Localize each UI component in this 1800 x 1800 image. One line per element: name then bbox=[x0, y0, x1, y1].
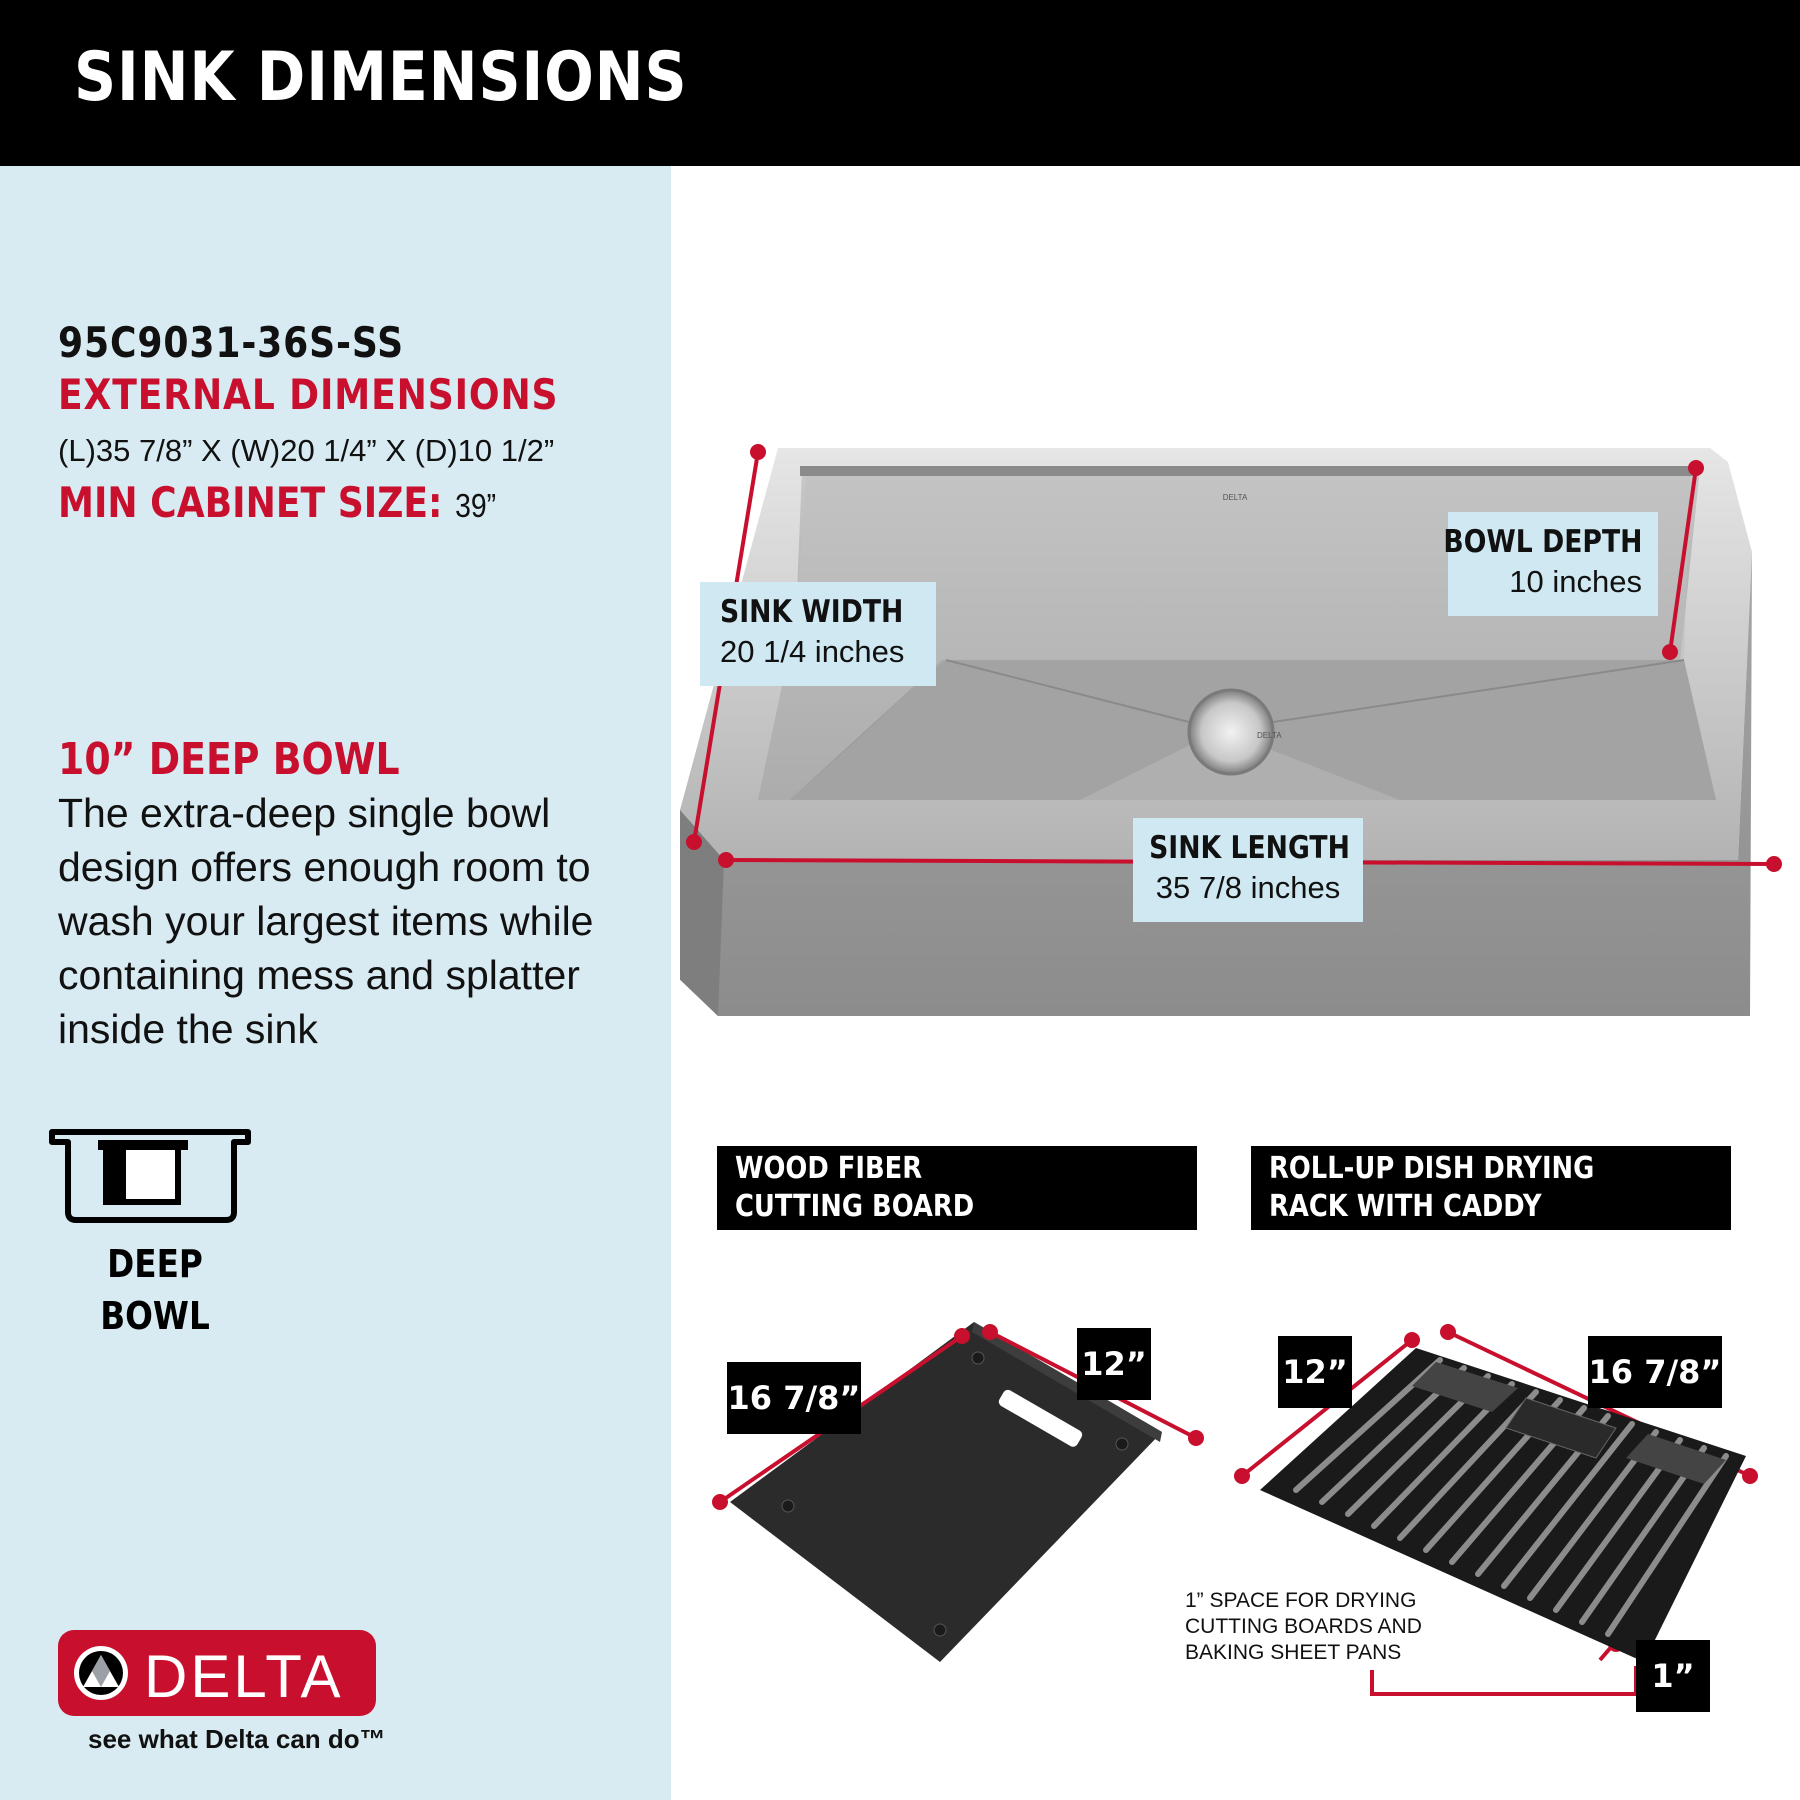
page-title: SINK DIMENSIONS bbox=[74, 38, 688, 117]
board-width-tag: 12” bbox=[1077, 1328, 1151, 1400]
external-dimensions-value: (L)35 7/8” X (W)20 1/4” X (D)10 1/2” bbox=[58, 433, 555, 468]
bowl-depth-title: BOWL DEPTH bbox=[1442, 524, 1642, 560]
cutting-board-title-line1: WOOD FIBER bbox=[735, 1151, 923, 1186]
feature-heading: 10” DEEP BOWL bbox=[58, 734, 400, 785]
model-number: 95C9031-36S-SS bbox=[58, 318, 405, 367]
rack-width-tag: 12” bbox=[1278, 1336, 1352, 1408]
deep-bowl-label: DEEP BOWL bbox=[100, 1242, 210, 1338]
sink-length-title: SINK LENGTH bbox=[1149, 830, 1350, 866]
drying-rack-title-line1: ROLL-UP DISH DRYING bbox=[1269, 1151, 1595, 1186]
sink-width-title: SINK WIDTH bbox=[720, 594, 904, 630]
min-cabinet-value: 39” bbox=[455, 487, 497, 524]
rack-length-tag: 16 7/8” bbox=[1588, 1336, 1722, 1408]
board-length-tag: 16 7/8” bbox=[727, 1362, 861, 1434]
drying-rack-title-line2: RACK WITH CADDY bbox=[1269, 1189, 1542, 1224]
delta-wordmark: DELTA bbox=[144, 1643, 344, 1710]
sink-width-value: 20 1/4 inches bbox=[720, 634, 905, 669]
external-dimensions-heading: EXTERNAL DIMENSIONS bbox=[58, 370, 559, 419]
min-cabinet-label: MIN CABINET SIZE: bbox=[58, 478, 443, 527]
rack-space-tag: 1” bbox=[1636, 1640, 1710, 1712]
drain-logo-text: DELTA bbox=[1257, 731, 1282, 740]
brand-tagline: see what Delta can do™ bbox=[88, 1724, 386, 1754]
rack-space-note: 1” SPACE FOR DRYING CUTTING BOARDS AND BAKING SHEET PANS bbox=[1185, 1589, 1422, 1664]
feature-description: The extra-deep single bowl design offers enough room to wash your largest items while containing mess and splatter inside the sink bbox=[58, 790, 594, 1052]
bowl-depth-value: 10 inches bbox=[1509, 564, 1642, 599]
sink-logo-text: DELTA bbox=[1222, 493, 1248, 502]
cutting-board-title-line2: CUTTING BOARD bbox=[735, 1189, 975, 1224]
sink-length-value: 35 7/8 inches bbox=[1155, 870, 1341, 905]
